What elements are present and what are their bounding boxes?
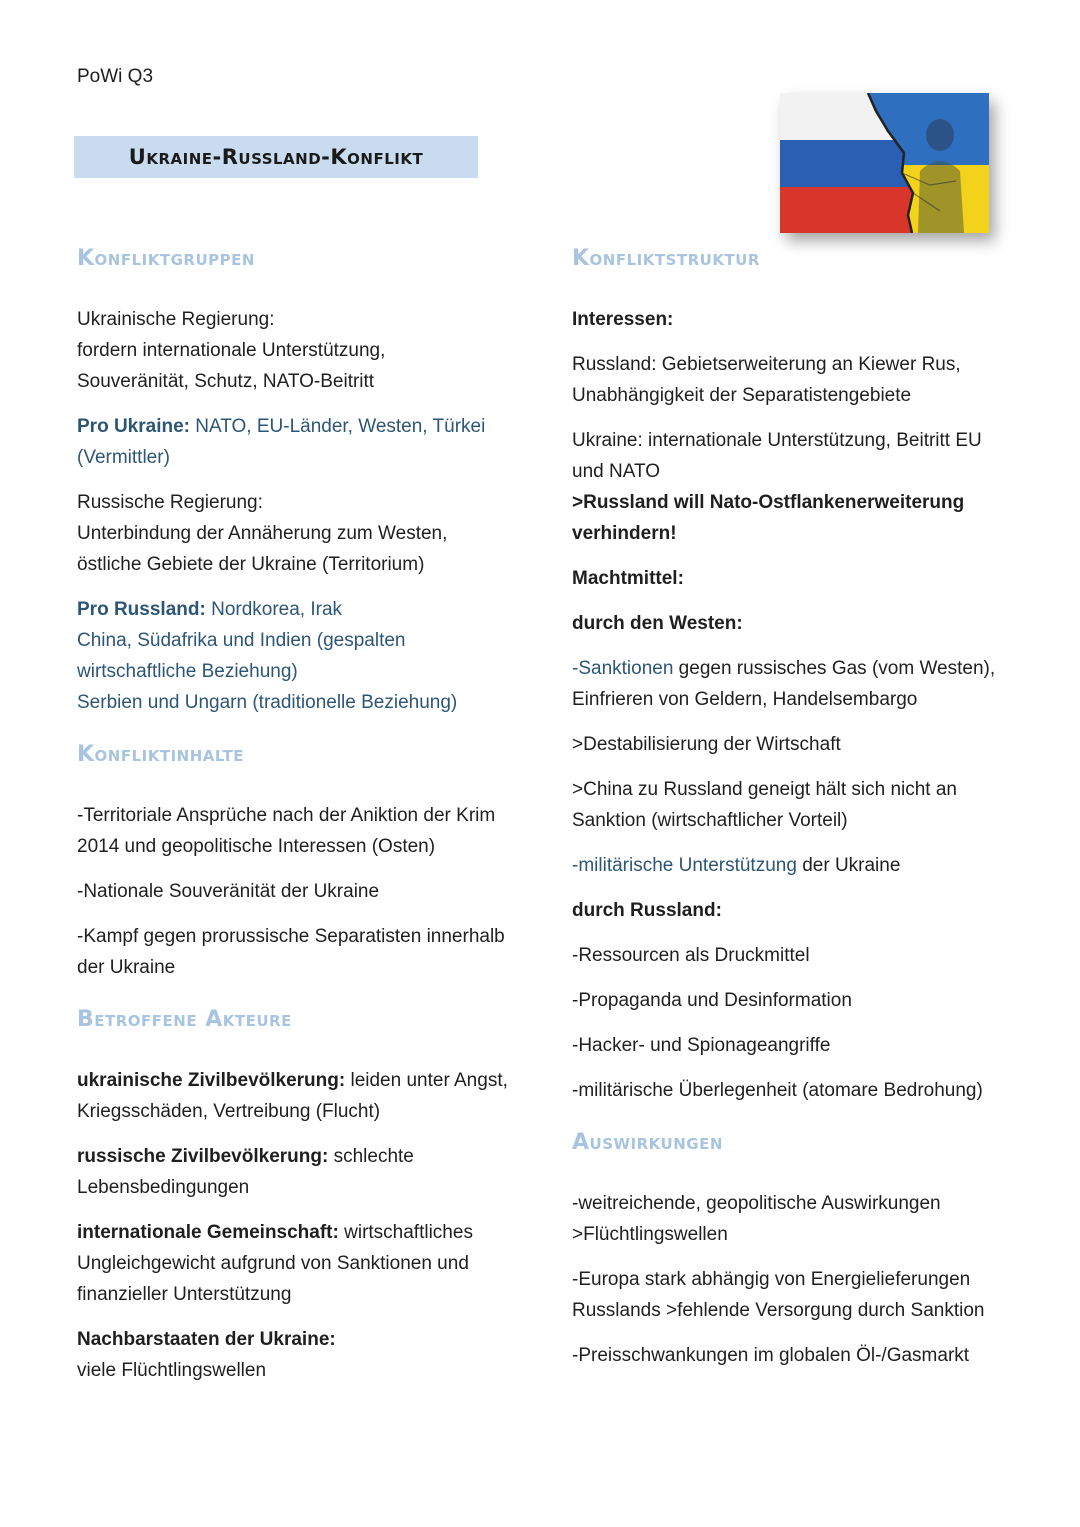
- ukr-reg-label: Ukrainische Regierung:: [77, 309, 275, 330]
- pro-russland-label: Pro Russland:: [77, 599, 206, 620]
- russland-machtmittel-item: -militärische Überlegenheit (atomare Bedrohung): [572, 1080, 983, 1101]
- title-box: [74, 136, 478, 178]
- section-heading-konfliktstruktur: Konfliktstruktur: [572, 246, 760, 271]
- pro-ukraine-text: NATO, EU-Länder, Westen, Türkei (Vermittler): [77, 416, 486, 468]
- destabilisierung: >Destabilisierung der Wirtschaft: [572, 734, 841, 755]
- nato-statement: >Russland will Nato-Ostflankenerweiterung verhindern!: [572, 492, 965, 544]
- rus-reg-line1: Unterbindung der Annäherung zum Westen,: [77, 523, 448, 544]
- akteur-text: wirtschaftliches Ungleichgewicht aufgrund von Sanktionen und finanzieller Unterstützung: [77, 1222, 473, 1305]
- sanktionen-highlight: -Sanktionen: [572, 658, 674, 679]
- russland-machtmittel-item: -Propaganda und Desinformation: [572, 990, 852, 1011]
- auswirkung-item: -Europa stark abhängig von Energielieferungen Russlands >fehlende Versorgung durch Sanktion: [572, 1269, 985, 1321]
- section-heading-auswirkungen: Auswirkungen: [572, 1130, 723, 1155]
- russia-ukraine-flag-image: [780, 93, 989, 233]
- auswirkung-item: -Preisschwankungen im globalen Öl-/Gasmarkt: [572, 1345, 970, 1366]
- militaer-text: der Ukraine: [796, 855, 901, 876]
- auswirkung-item: -weitreichende, geopolitische Auswirkungen >Flüchtlingswellen: [572, 1193, 941, 1245]
- akteur-label: Nachbarstaaten der Ukraine:: [77, 1329, 336, 1350]
- konfliktinhalt-item: -Nationale Souveränität der Ukraine: [77, 881, 380, 902]
- konfliktinhalt-item: -Territoriale Ansprüche nach der Aniktion der Krim 2014 und geopolitische Interessen (Osten): [77, 805, 496, 857]
- ukraine-interessen: Ukraine: internationale Unterstützung, Beitritt EU und NATO: [572, 430, 982, 482]
- akteur-text: viele Flüchtlingswellen: [77, 1360, 267, 1381]
- russland-machtmittel-item: -Hacker- und Spionageangriffe: [572, 1035, 831, 1056]
- left-column: [77, 244, 517, 1400]
- akteur-label: ukrainische Zivilbevölkerung:: [77, 1070, 346, 1091]
- course-label: PoWi Q3: [77, 66, 154, 87]
- konfliktinhalt-item: -Kampf gegen prorussische Separatisten innerhalb der Ukraine: [77, 926, 505, 978]
- section-heading-konfliktinhalte: Konfliktinhalte: [77, 742, 244, 767]
- machtmittel-label: Machtmittel:: [572, 568, 684, 589]
- russland-machtmittel-item: -Ressourcen als Druckmittel: [572, 945, 810, 966]
- akteur-label: internationale Gemeinschaft:: [77, 1222, 339, 1243]
- ukr-reg-line2: Souveränität, Schutz, NATO-Beitritt: [77, 371, 375, 392]
- pro-ukraine-label: Pro Ukraine:: [77, 416, 190, 437]
- russland-machtmittel-label: durch Russland:: [572, 900, 722, 921]
- ukr-reg-line1: fordern internationale Unterstützung,: [77, 340, 386, 361]
- china-statement: >China zu Russland geneigt hält sich nicht an Sanktion (wirtschaftlicher Vorteil): [572, 779, 957, 831]
- sanktionen-text: gegen russisches Gas (vom Westen), Einfrieren von Geldern, Handelsembargo: [572, 658, 996, 710]
- pro-russland-line1: Nordkorea, Irak: [205, 599, 343, 620]
- right-column: [572, 244, 1017, 1385]
- rus-reg-line2: östliche Gebiete der Ukraine (Territorium): [77, 554, 425, 575]
- pro-russland-line2: China, Südafrika und Indien (gespalten wirtschaftliche Beziehung): [77, 630, 406, 682]
- akteur-label: russische Zivilbevölkerung:: [77, 1146, 329, 1167]
- akteur-text: schlechte Lebensbedingungen: [77, 1146, 414, 1198]
- section-heading-konfliktgruppen: Konfliktgruppen: [77, 246, 255, 271]
- pro-russland-line3: Serbien und Ungarn (traditionelle Beziehung): [77, 692, 458, 713]
- interessen-label: Interessen:: [572, 309, 674, 330]
- russland-interessen: Russland: Gebietserweiterung an Kiewer Rus, Unabhängigkeit der Separatistengebiete: [572, 354, 961, 406]
- page-title: Ukraine-Russland-Konflikt: [128, 145, 424, 169]
- militaer-highlight: -militärische Unterstützung: [572, 855, 797, 876]
- akteur-text: leiden unter Angst, Kriegsschäden, Vertreibung (Flucht): [77, 1070, 508, 1122]
- rus-reg-label: Russische Regierung:: [77, 492, 263, 513]
- section-heading-akteure: Betroffene Akteure: [77, 1007, 292, 1032]
- westen-label: durch den Westen:: [572, 613, 743, 634]
